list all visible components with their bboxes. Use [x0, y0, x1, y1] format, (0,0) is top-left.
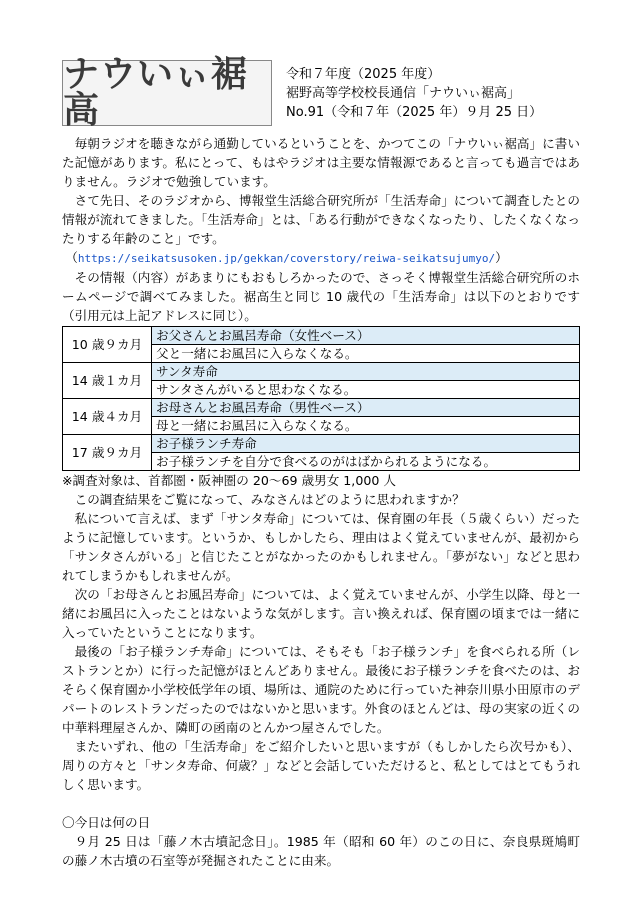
- source-url-line: [62, 248, 580, 268]
- today-heading: 〇今日は何の日: [62, 815, 151, 830]
- age-cell: 14 歳１カ月: [63, 363, 152, 399]
- table-row: [63, 399, 580, 417]
- life-name-cell: お子様ランチ寿命: [152, 435, 580, 453]
- url-open-paren: （: [65, 250, 78, 265]
- article-body: [62, 134, 580, 870]
- source-url-link[interactable]: https://seikatsusoken.jp/gekkan/coverstory/reiwa-seikatsujumyo/: [77, 252, 496, 265]
- life-name-cell: サンタ寿命: [152, 363, 580, 381]
- life-desc-cell: サンタさんがいると思わなくなる。: [152, 381, 580, 399]
- survey-note: ※調査対象は、首都圏・阪神圏の 20～69 歳男女 1,000 人: [62, 473, 396, 488]
- paragraph-bath: 次の「お母さんとお風呂寿命」については、よく覚えていませんが、小学生以降、母と一緒にお風呂に入ったことはないような気がします。言い換えれば、保育園の頃までは一緒に入っていたということになります。: [62, 587, 580, 640]
- life-name-cell: お母さんとお風呂寿命（男性ベース）: [152, 399, 580, 417]
- masthead: [62, 54, 580, 131]
- paragraph-radio: 毎朝ラジオを聴きながら通勤しているということを、かつてこの「ナウいぃ裾高」に書いた記憶があります。私にとって、もはやラジオは主要な情報源であると言っても過言ではありません。ラジオで勉強しています。: [62, 136, 581, 189]
- life-desc-cell: 父と一緒にお風呂に入らなくなる。: [152, 345, 580, 363]
- newsletter-page: [62, 54, 581, 870]
- newsletter-title: 裾野高等学校校長通信「ナウいぃ裾高」: [286, 85, 521, 101]
- paragraph-closing: またいずれ、他の「生活寿命」をご紹介したいと思いますが（もしかしたら次号かも）、周りの方々と「サンタ寿命、何歳？」などと会話していただけると、私としてはとてもうれしく思います。: [62, 739, 580, 792]
- life-desc-cell: 母と一緒にお風呂に入らなくなる。: [152, 417, 580, 435]
- newsletter-logo: [62, 54, 272, 131]
- today-body: ９月 25 日は「藤ノ木古墳記念日」。1985 年（昭和 60 年）のこの日に、奈良県斑鳩町の藤ノ木古墳の石室等が発掘されたことに由来。: [62, 834, 580, 868]
- issue-number: No.91（令和７年（2025 年）９月 25 日）: [286, 104, 543, 120]
- life-desc-cell: お子様ランチを自分で食べるのがはばかられるようになる。: [152, 453, 580, 471]
- age-cell: 10 歳９カ月: [63, 327, 152, 363]
- table-row: [63, 327, 580, 345]
- paragraph-research: その情報（内容）があまりにもおもしろかったので、さっそく博報堂生活総合研究所のホームページで調べてみました。裾高生と同じ 10 歳代の「生活寿命」は以下のとおりです（引用元は上記アドレスに同じ）。: [62, 270, 580, 323]
- table-row: [63, 363, 580, 381]
- age-cell: 17 歳９カ月: [63, 435, 152, 471]
- fiscal-year: 令和７年度（2025 年度）: [286, 66, 441, 82]
- logo-text: ナウいぃ裾高: [63, 54, 249, 131]
- paragraph-santa: 私について言えば、まず「サンタ寿命」については、保育園の年長（５歳くらい）だったように記憶しています。というか、もしかしたら、理由はよく覚えていませんが、最初から「サンタさんがいる」と信じたことがなかったのかもしれません。「夢がない」などと思われてしまうかもしれませんが。: [62, 511, 580, 583]
- life-span-table: [62, 326, 580, 471]
- paragraph-question: この調査結果をご覧になって、みなさんはどのように思われますか？: [74, 492, 465, 507]
- spacer: [62, 794, 580, 813]
- paragraph-kids-lunch: 最後の「お子様ランチ寿命」については、そもそも「お子様ランチ」を食べられる所（レストランとか）に行った記憶がほとんどありません。最後にお子様ランチを食べたのは、おそらく保育園か小学校低学年の頃、場所は、通院のために行っていた神奈川県小田原市のデパートのレストランだったのではないかと思います。外食のほとんどは、母の実家の近くの中華料理屋さんか、隣町の函南のとんかつ屋さんでした。: [62, 644, 580, 735]
- masthead-info: [286, 60, 542, 126]
- table-row: [63, 435, 580, 453]
- life-name-cell: お父さんとお風呂寿命（女性ベース）: [152, 327, 580, 345]
- url-close-paren: ）: [495, 250, 508, 265]
- age-cell: 14 歳４カ月: [63, 399, 152, 435]
- paragraph-survey: さて先日、そのラジオから、博報堂生活総合研究所が「生活寿命」について調査したとの情報が流れてきました。「生活寿命」とは、「ある行動ができなくなったり、したくなくなったりする年齢のこと」です。: [62, 193, 580, 246]
